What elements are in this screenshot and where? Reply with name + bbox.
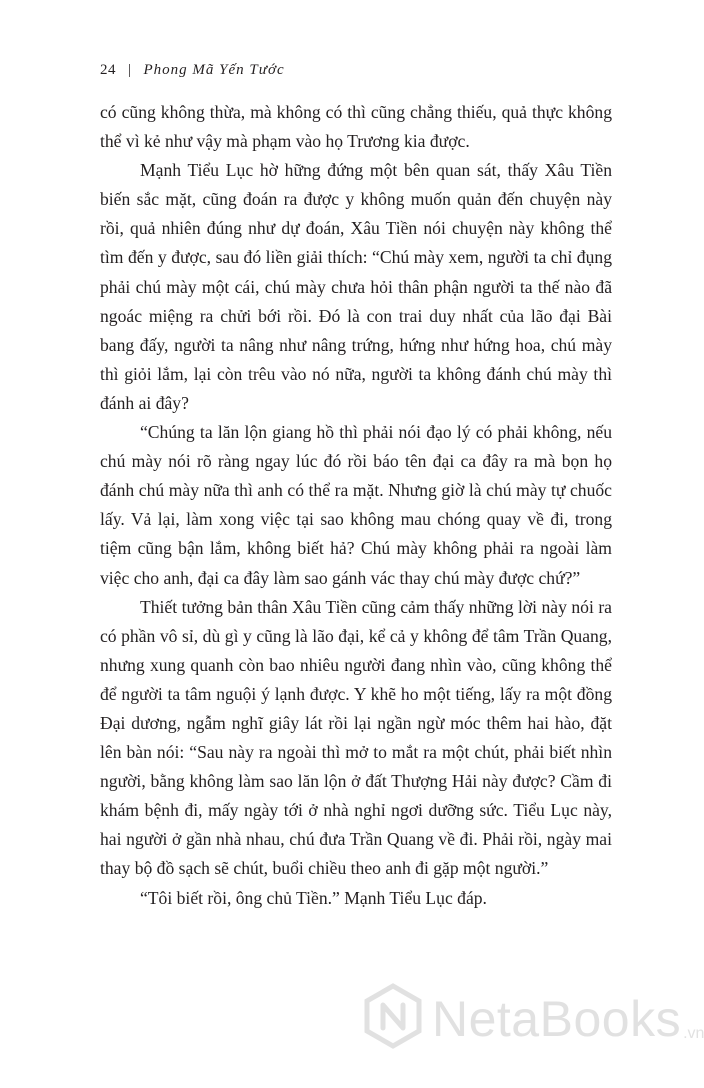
paragraph: có cũng không thừa, mà không có thì cũng chẳng thiếu, quả thực không thể vì kẻ như vậy mà phạm vào họ Trương kia được. [100, 102, 612, 152]
netabooks-logo-icon [364, 984, 422, 1053]
book-title: Phong Mã Yến Tước [143, 62, 285, 78]
paragraph: Mạnh Tiểu Lục hờ hững đứng một bên quan sát, thấy Xâu Tiền biến sắc mặt, cũng đoán ra được y không muốn quản đến chuyện này rồi, quả nhiên đúng như dự đoán, Xâu Tiền nói chuyện này không thể tìm đến y được, sau đó liền giải thích: “Chú mày xem, người ta chỉ đụng phải chú mày một cái, chú mày chưa hỏi thân phận người ta thế nào đã ngoác miệng ra chửi bới rồi. Đó là con trai duy nhất của lão đại Bài bang đấy, người ta nâng như nâng trứng, hứng như hứng hoa, chú mày thì giỏi lắm, lại còn trêu vào nó nữa, người ta không đánh chú mày thì đánh ai đây? [100, 160, 612, 413]
header-separator: | [128, 62, 132, 78]
netabooks-watermark [364, 984, 704, 1053]
watermark-domain: .vn [683, 1025, 704, 1042]
paragraph: “Tôi biết rồi, ông chủ Tiền.” Mạnh Tiểu Lục đáp. [140, 887, 487, 908]
watermark-brand: NetaBooks [432, 990, 682, 1047]
paragraph: “Chúng ta lăn lộn giang hồ thì phải nói đạo lý có phải không, nếu chú mày nói rõ ràng ngay lúc đó rồi báo tên đại ca đây ra mà bọn họ đánh chú mày nữa thì anh có thể ra mặt. Nhưng giờ là chú mày tự chuốc lấy. Vả lại, làm xong việc tại sao không mau chóng quay về đi, trong tiệm cũng bận lắm, không biết hả? Chú mày không phải ra ngoài làm việc cho anh, đại ca đây làm sao gánh vác thay chú mày được chứ?” [100, 422, 612, 588]
page-body [100, 98, 612, 913]
page-number: 24 [100, 62, 116, 78]
paragraph: Thiết tưởng bản thân Xâu Tiền cũng cảm thấy những lời này nói ra có phần vô sỉ, dù gì y cũng là lão đại, kể cả y không để tâm Trần Quang, nhưng xung quanh còn bao nhiêu người đang nhìn vào, cũng không thể để người ta tâm nguội ý lạnh được. Y khẽ ho một tiếng, lấy ra một đồng Đại dương, ngẫm nghĩ giây lát rồi lại ngần ngừ móc thêm hai hào, đặt lên bàn nói: “Sau này ra ngoài thì mở to mắt ra một chút, phải biết nhìn người, bằng không làm sao lăn lộn ở đất Thượng Hải này được? Cầm đi khám bệnh đi, mấy ngày tới ở nhà nghỉ ngơi dưỡng sức. Tiểu Lục này, hai người ở gần nhà nhau, chú đưa Trần Quang về đi. Phải rồi, ngày mai thay bộ đồ sạch sẽ chút, buổi chiều theo anh đi gặp một người.” [100, 596, 612, 879]
running-header [100, 62, 285, 79]
